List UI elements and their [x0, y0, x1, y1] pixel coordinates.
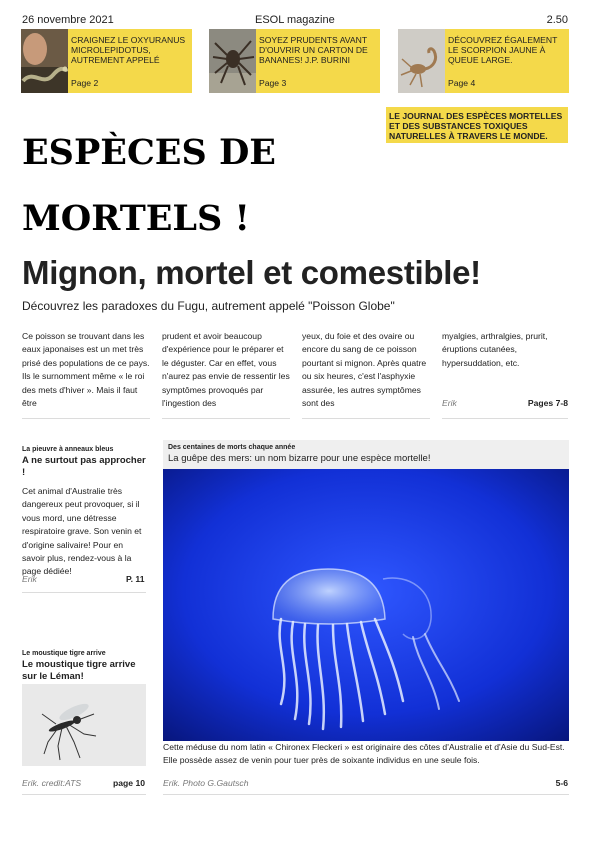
lead-title[interactable]: Mignon, mortel et comestible!	[22, 254, 481, 291]
divider	[162, 418, 290, 419]
lead-column-1: Ce poisson se trouvant dans les eaux japonaises est un met très prisé des populations de ce pays. Ils le surnomment même « le roi des mets d'hiver ». Mais il faut être	[22, 331, 150, 409]
jellyfish-photo	[163, 469, 569, 741]
teaser-page: Page 2	[71, 78, 99, 88]
teaser-page: Page 4	[448, 78, 476, 88]
side-credit: Erik	[22, 574, 37, 584]
side-kicker: Le moustique tigre arrive	[22, 650, 106, 657]
feature-header	[163, 440, 569, 469]
divider	[302, 418, 430, 419]
teaser-spider[interactable]	[209, 29, 380, 93]
divider	[22, 592, 146, 593]
lead-article	[22, 330, 568, 420]
teaser-page: Page 3	[259, 78, 287, 88]
lead-credit: Erik	[442, 398, 457, 408]
magazine-name: ESOL magazine	[255, 14, 335, 26]
side-story-mosquito	[22, 650, 146, 683]
teaser-snake[interactable]	[21, 29, 192, 93]
side-kicker: La pieuvre à anneaux bleus	[22, 446, 114, 453]
lead-subtitle: Découvrez les paradoxes du Fugu, autrement appelé "Poisson Globe"	[22, 299, 395, 313]
feature-pages[interactable]: 5-6	[555, 778, 568, 788]
divider	[22, 794, 146, 795]
side-body: Cet animal d'Australie très dangereux peut provoquer, si il vous mord, une détresse respiratoire grave. Son venin et d'origine salivaire! Pour en savoir plus, rendez-vous à la page dédiée!	[22, 486, 142, 577]
mosquito-photo	[22, 684, 146, 766]
teaser-text: DÉCOUVREZ ÉGALEMENT LE SCORPION JAUNE À QUEUE LARGE.	[448, 35, 558, 65]
masthead-line-1: ESPÈCES DE	[22, 132, 276, 173]
issue-price: 2.50	[546, 14, 568, 26]
lead-column-4: myalgies, arthralgies, prurit, éruptions cutanées, hypersuddation, etc.	[442, 331, 548, 368]
side-headline[interactable]: Le moustique tigre arrive sur le Léman!	[22, 659, 136, 682]
side-credit: Erik. credit:ATS	[22, 778, 82, 788]
masthead	[22, 120, 352, 252]
scorpion-photo	[398, 29, 445, 93]
teaser-text: SOYEZ PRUDENTS AVANT D'OUVRIR UN CARTON DE BANANES! J.P. BURINI	[259, 35, 368, 65]
spider-photo	[209, 29, 256, 93]
feature-kicker: Des centaines de morts chaque année	[168, 444, 296, 451]
feature-caption: Cette méduse du nom latin « Chironex Fleckeri » est originaire des côtes d'Australie et d'Asie du Sud-Est. Elle possède assez de venin pour tuer près de soixante individus en une seule fois.	[163, 742, 565, 765]
side-pages[interactable]: page 10	[113, 778, 146, 788]
lead-column-2: prudent et avoir beaucoup d'expérience pour le préparer et le déguster. Car en effet, vous n'aurez pas envie de ressentir les symptômes provoqués par l'ingestion des	[162, 331, 290, 409]
feature-credit: Erik. Photo G.Gautsch	[163, 778, 249, 788]
side-story-octopus	[22, 446, 146, 579]
lead-pages[interactable]: Pages 7-8	[527, 398, 568, 408]
divider	[22, 418, 150, 419]
teaser-text: CRAIGNEZ LE OXYURANUS MICROLEPIDOTUS, AUTREMENT APPELÉ	[71, 35, 186, 65]
teaser-scorpion[interactable]	[398, 29, 569, 93]
issue-date: 26 novembre 2021	[22, 14, 114, 26]
side-pages[interactable]: P. 11	[126, 574, 145, 584]
feature-headline[interactable]: La guêpe des mers: un nom bizarre pour une espèce mortelle!	[168, 453, 431, 464]
masthead-line-2: MORTELS !	[22, 198, 250, 239]
snake-photo	[21, 29, 68, 93]
divider	[163, 794, 569, 795]
top-bar	[22, 14, 568, 28]
lead-column-3: yeux, du foie et des ovaire ou encore du sang de ce poisson pourtant si mignon. Après quatre ou six heures, c'est l'asphyxie assurée, les autres symptômes sont des	[302, 331, 427, 409]
side-headline[interactable]: A ne surtout pas approcher !	[22, 455, 146, 478]
divider	[442, 418, 568, 419]
tagline: LE JOURNAL DES ESPÈCES MORTELLES ET DES SUBSTANCES TOXIQUES NATURELLES À TRAVERS LE MONDE.	[386, 107, 568, 143]
